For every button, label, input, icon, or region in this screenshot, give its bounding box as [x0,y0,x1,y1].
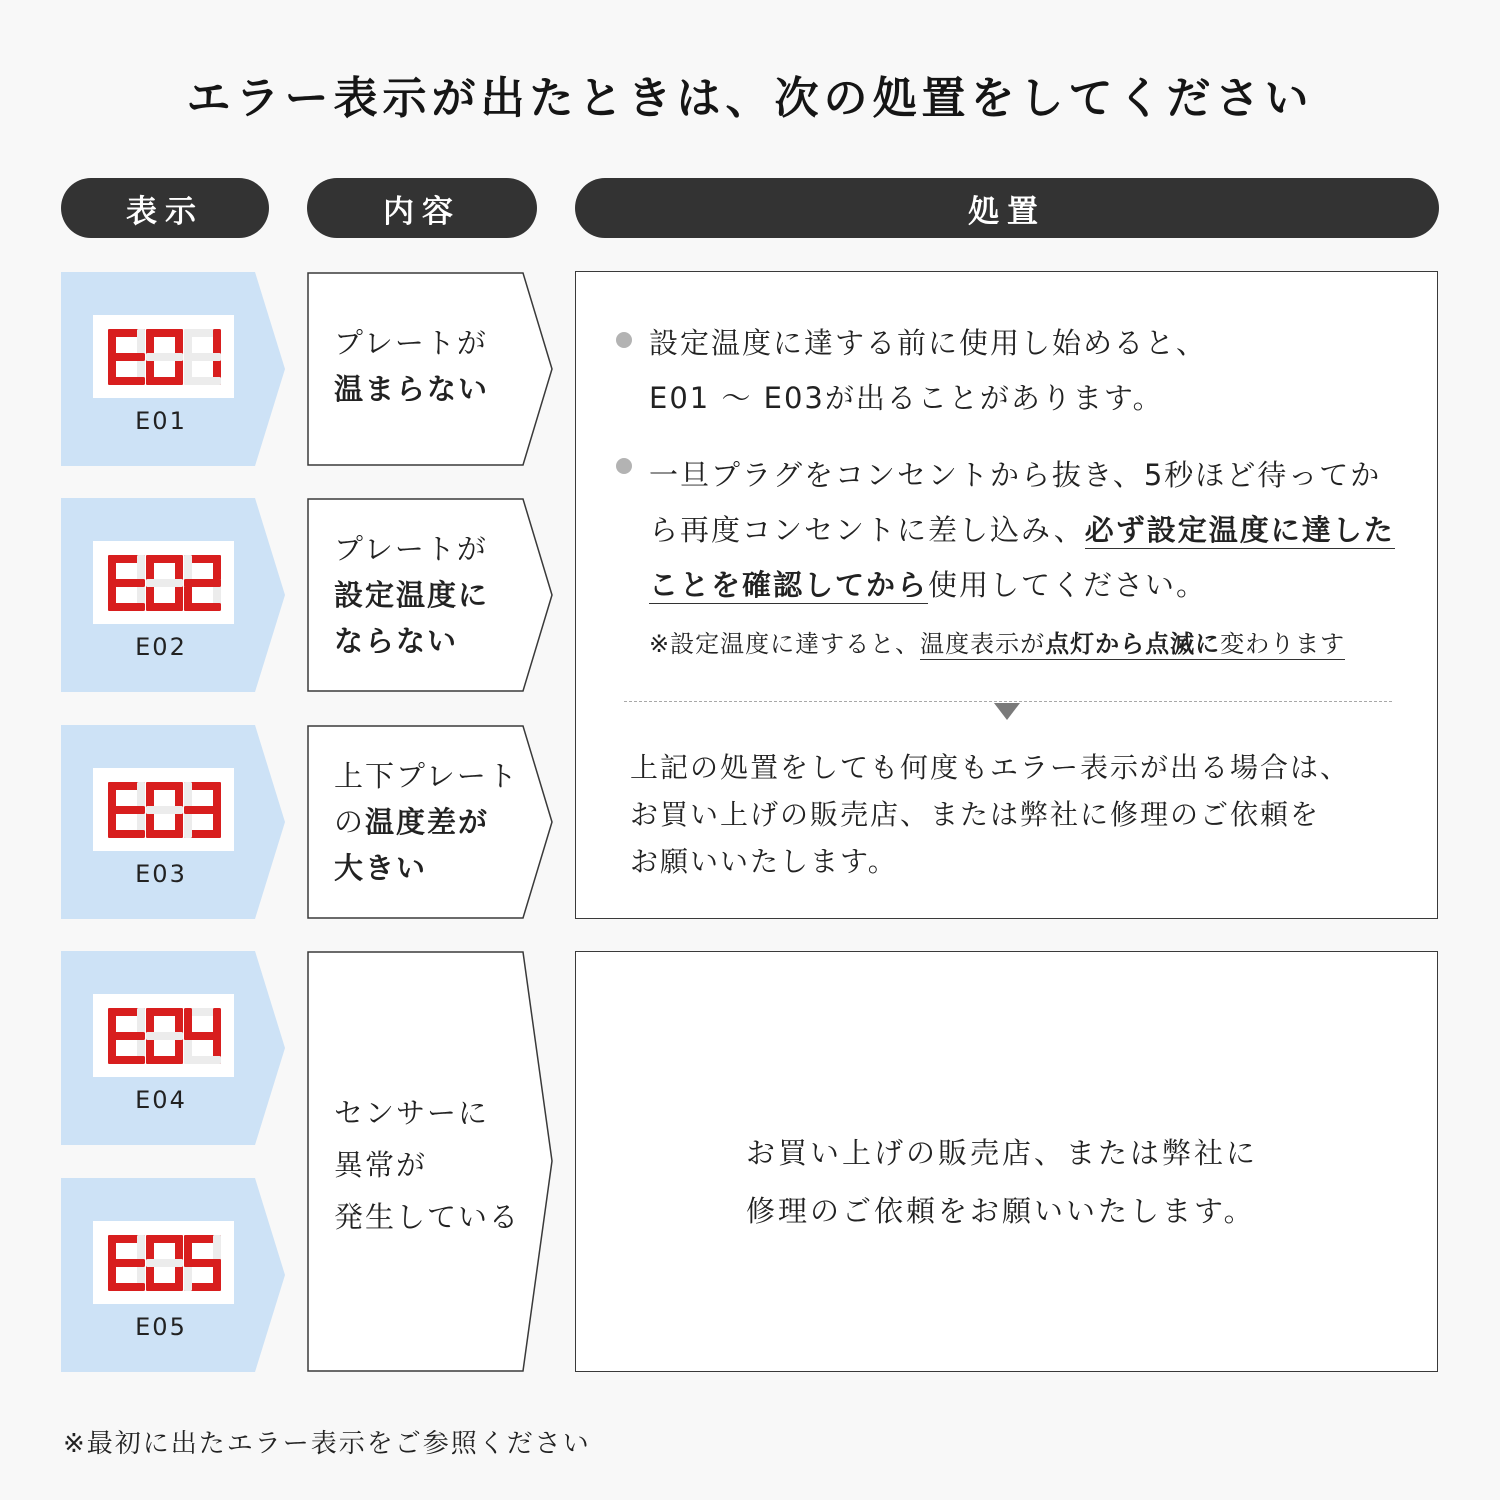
content-line: プレートが [334,326,488,360]
content-card-1 [307,272,553,466]
lcd-segment-g [146,579,183,587]
content-card-4 [307,951,553,1372]
bullet1-line2: E01 ～ E03が出ることがあります。 [649,381,1164,415]
after-line: お買い上げの販売店、または弊社に修理のご依頼を [630,798,1321,831]
lcd-segment-g [108,353,145,361]
header-action: 処置 [575,178,1439,238]
content-line: 上下プレート [334,759,519,793]
contact-text [746,1124,1258,1240]
contact-line: お買い上げの販売店、または弊社に [746,1136,1259,1170]
bullet-dot [616,332,632,348]
bullet2-emphasis: 必ず設定温度に達した [1084,513,1395,547]
lcd-segment-g [184,1259,221,1267]
note-text: 温度表示が [920,630,1046,658]
dashed-divider [624,701,1392,702]
content-line: プレートが [334,532,488,566]
lcd-segment-g [184,353,221,361]
action-box-1 [575,271,1438,919]
header-display: 表示 [61,178,269,238]
content-card-2 [307,498,553,692]
bullet2-emphasis: ことを確認してから [649,568,929,602]
header-content: 内容 [307,178,537,238]
action-box-2 [575,951,1438,1372]
code-label: E04 [135,1086,187,1114]
down-arrow-icon [994,703,1020,720]
contact-line: 修理のご依頼をお願いいたします。 [746,1194,1256,1228]
content-card-3 [307,725,553,919]
bullet-dot [616,458,632,474]
lcd-segment-g [108,1259,145,1267]
lcd-segment-g [108,806,145,814]
note [649,624,1345,659]
note-text: 変わります [1220,630,1346,658]
code-card-e02 [61,498,285,692]
note-emphasis: 点灯から点滅に [1045,630,1221,658]
code-label: E01 [135,407,187,435]
content-line: 温まらない [334,372,490,406]
content-line: ならない [334,624,459,658]
lcd-display [93,315,234,398]
lcd-display [93,1221,234,1304]
page-title: エラー表示が出たときは、次の処置をしてください [186,73,1314,124]
lcd-segment-g [184,1032,221,1040]
bullet2-line3 [649,563,1207,604]
lcd-segment-g [146,1032,183,1040]
code-label: E03 [135,860,187,888]
content-line: 設定温度に [334,578,490,612]
content-line: センサーに [334,1096,490,1130]
code-label: E05 [135,1313,187,1341]
bullet2-line1: 一旦プラグをコンセントから抜き、5秒ほど待ってか [649,458,1382,492]
after-line: 上記の処置をしても何度もエラー表示が出る場合は、 [630,751,1351,784]
after-line: お願いいたします。 [630,845,898,878]
note-text: ※設定温度に達すると、 [649,630,921,658]
content-line: 発生している [334,1200,521,1234]
lcd-segment-g [146,353,183,361]
lcd-display [93,768,234,851]
lcd-display [93,994,234,1077]
content-line [334,799,519,845]
bullet2-line2-text: ら再度コンセントに差し込み、 [649,513,1085,547]
bullet2-line3-text: 使用してください。 [928,568,1208,602]
code-card-e04 [61,951,285,1145]
lcd-segment-g [146,806,183,814]
content-text-part: の [334,805,366,839]
after-text [630,744,1350,885]
note-underline [920,630,1345,660]
content-text-bold: 温度差が [365,805,490,839]
lcd-segment-g [184,579,221,587]
code-card-e03 [61,725,285,919]
lcd-segment-g [108,1032,145,1040]
code-card-e05 [61,1178,285,1372]
bullet2-line2 [649,508,1395,549]
code-label: E02 [135,633,187,661]
code-card-e01 [61,272,285,466]
lcd-segment-g [146,1259,183,1267]
lcd-display [93,541,234,624]
content-line: 大きい [334,851,428,885]
bullet1-line1: 設定温度に達する前に使用し始めると、 [649,326,1208,360]
footnote: ※最初に出たエラー表示をご参照ください [63,1429,591,1459]
content-line: 異常が [334,1148,428,1182]
lcd-segment-g [184,806,221,814]
lcd-segment-g [108,579,145,587]
